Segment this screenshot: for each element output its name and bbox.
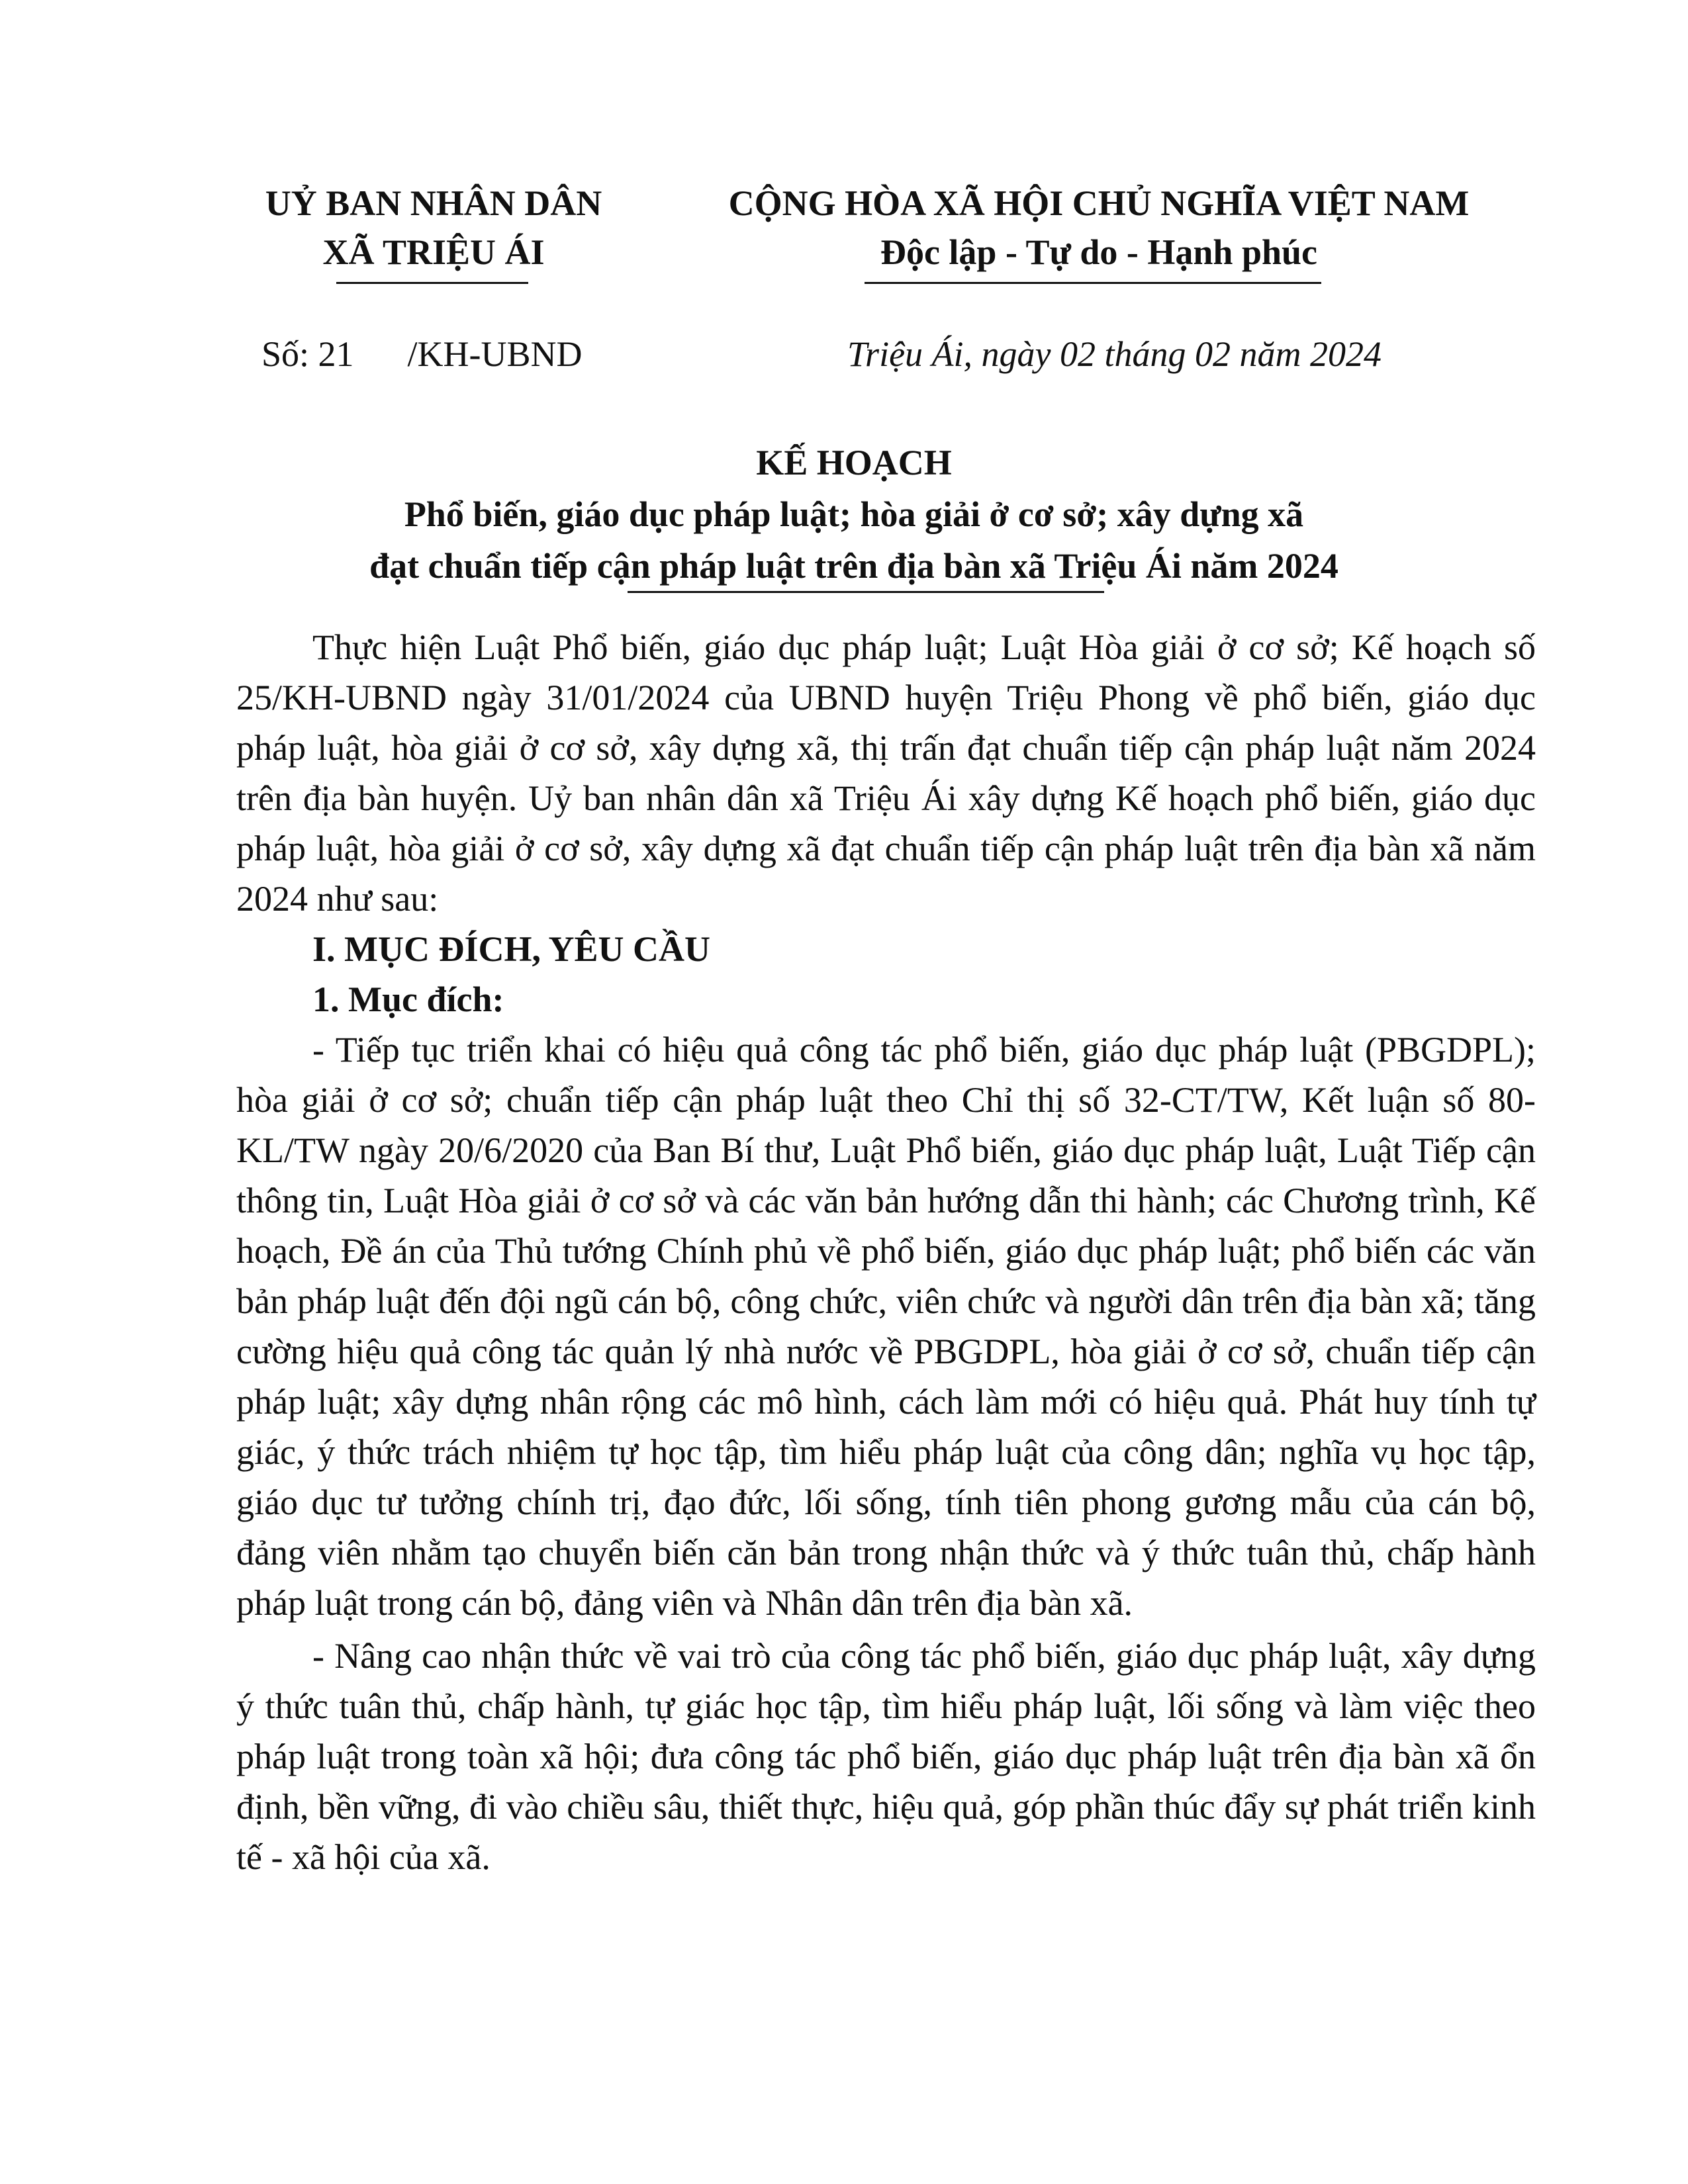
motto-line: Độc lập - Tự do - Hạnh phúc — [880, 232, 1318, 272]
place-and-date: Triệu Ái, ngày 02 tháng 02 năm 2024 — [847, 334, 1382, 374]
title-subtitle-1: Phổ biến, giáo dục pháp luật; hòa giải ở cơ sở; xây dựng xã — [404, 494, 1304, 534]
authority-line-1: UỶ BAN NHÂN DÂN — [265, 183, 602, 223]
subsection-heading: 1. Mục đích: — [312, 979, 504, 1019]
nation-name: CỘNG HÒA XÃ HỘI CHỦ NGHĨA VIỆT NAM — [728, 183, 1470, 223]
motto-underline — [865, 282, 1321, 284]
document-body — [236, 622, 1536, 1882]
document-number: Số: 21 /KH-UBND — [261, 334, 583, 374]
national-motto — [715, 179, 1483, 277]
purpose-paragraph-2: - Nâng cao nhận thức về vai trò của công tác phổ biến, giáo dục pháp luật, xây dựng ý thức tuân thủ, chấp hành, tự giác học tập, tìm hiểu pháp luật, lối sống và làm việc theo pháp luật trong toàn xã hội; đưa công tác phổ biến, giáo dục pháp luật trên địa bàn xã ổn định, bền vững, đi vào chiều sâu, thiết thực, hiệu quả, góp phần thúc đẩy sự phát triển kinh tế - xã hội của xã. — [236, 1636, 1536, 1877]
title-subtitle-2: đạt chuẩn tiếp cận pháp luật trên địa bàn xã Triệu Ái năm 2024 — [369, 546, 1338, 586]
document-title — [252, 437, 1456, 592]
authority-underline — [336, 282, 528, 284]
section-heading: I. MỤC ĐÍCH, YÊU CẦU — [312, 929, 710, 969]
intro-paragraph: Thực hiện Luật Phổ biến, giáo dục pháp luật; Luật Hòa giải ở cơ sở; Kế hoạch số 25/KH-UBND ngày 31/01/2024 của UBND huyện Triệu Phong về phổ biến, giáo dục pháp luật, hòa giải ở cơ sở, xây dựng xã, thị trấn đạt chuẩn tiếp cận pháp luật năm 2024 trên địa bàn huyện. Uỷ ban nhân dân xã Triệu Ái xây dựng Kế hoạch phổ biến, giáo dục pháp luật, hòa giải ở cơ sở, xây dựng xã đạt chuẩn tiếp cận pháp luật trên địa bàn xã năm 2024 như sau: — [236, 627, 1536, 919]
authority-line-2: XÃ TRIỆU ÁI — [322, 232, 545, 272]
title-main: KẾ HOẠCH — [756, 443, 952, 482]
issuing-authority — [252, 179, 616, 277]
purpose-paragraph-1: - Tiếp tục triển khai có hiệu quả công tác phổ biến, giáo dục pháp luật (PBGDPL); hòa giải ở cơ sở; chuẩn tiếp cận pháp luật theo Chỉ thị số 32-CT/TW, Kết luận số 80-KL/TW ngày 20/6/2020 của Ban Bí thư, Luật Phổ biến, giáo dục pháp luật, Luật Tiếp cận thông tin, Luật Hòa giải ở cơ sở và các văn bản hướng dẫn thi hành; các Chương trình, Kế hoạch, Đề án của Thủ tướng Chính phủ về phổ biến, giáo dục pháp luật; phổ biến các văn bản pháp luật đến đội ngũ cán bộ, công chức, viên chức và người dân trên địa bàn xã; tăng cường hiệu quả công tác quản lý nhà nước về PBGDPL, hòa giải ở cơ sở, chuẩn tiếp cận pháp luật; xây dựng nhân rộng các mô hình, cách làm mới có hiệu quả. Phát huy tính tự giác, ý thức trách nhiệm tự học tập, tìm hiểu pháp luật của công dân; nghĩa vụ học tập, giáo dục tư tưởng chính trị, đạo đức, lối sống, tính tiên phong gương mẫu của cán bộ, đảng viên nhằm tạo chuyển biến căn bản trong nhận thức và ý thức tuân thủ, chấp hành pháp luật trong cán bộ, đảng viên và Nhân dân trên địa bàn xã. — [236, 1030, 1536, 1623]
title-underline — [628, 591, 1104, 593]
